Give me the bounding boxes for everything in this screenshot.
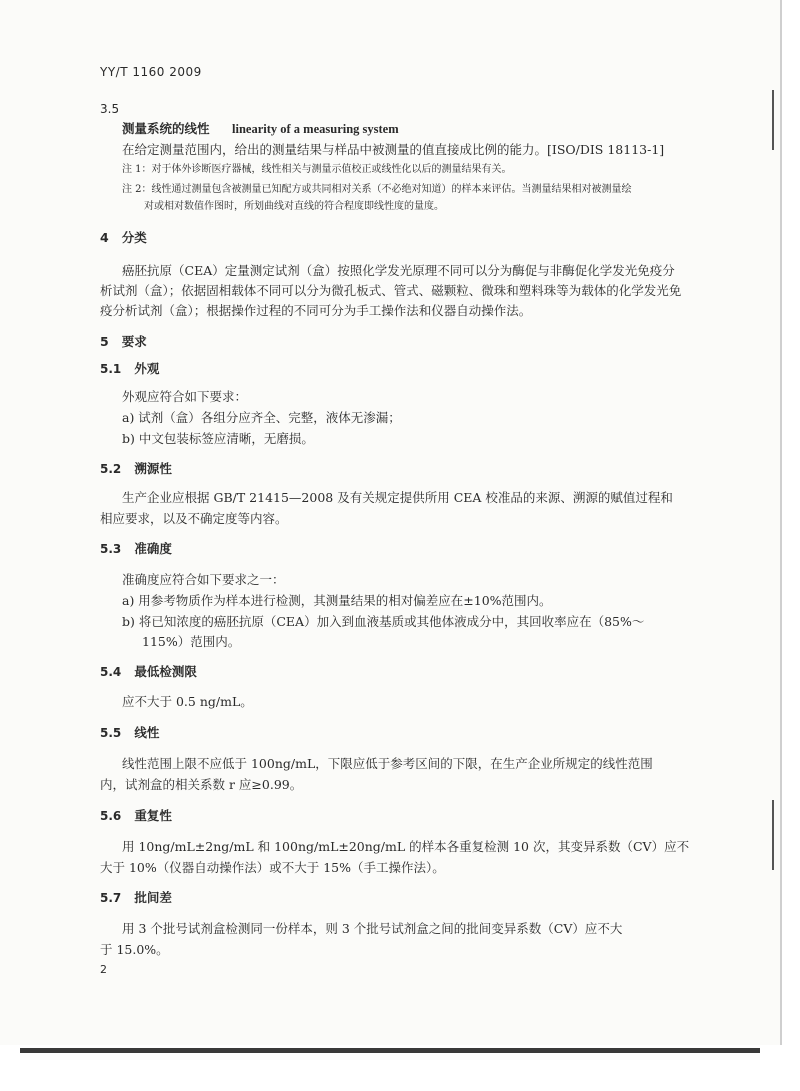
section-number-5-7: 5.7 [100,891,122,905]
section-title-5-2: 溯源性 [134,461,172,476]
section-number-5-4: 5.4 [100,665,122,679]
scan-edge-mark-lower [772,800,774,870]
standard-code-header: YY/T 1160 2009 [100,65,202,79]
section-title-5-1: 外观 [134,361,160,376]
section-5-6-heading [100,808,172,824]
accuracy-item-b-line-2: 115%）范围内。 [142,634,241,649]
repeatability-line-2: 大于 10%（仪器自动操作法）或不大于 15%（手工操作法）。 [100,860,445,875]
batch-difference-line-1: 用 3 个批号试剂盒检测同一份样本，则 3 个批号试剂盒之间的批间变异系数（CV）应不大 [122,921,623,936]
section-5-5-heading [100,725,159,741]
section-5-2-heading [100,461,172,477]
linearity-line-1: 线性范围上限不应低于 100ng/mL，下限应低于参考区间的下限，在生产企业所规定的线性范围 [122,756,653,771]
classification-line-2: 析试剂（盒）；依据固相载体不同可以分为微孔板式、管式、磁颗粒、微珠和塑料珠等为载体的化学发光免 [100,283,682,298]
batch-difference-line-2: 于 15.0%。 [100,942,169,957]
section-title-5-4: 最低检测限 [134,664,197,679]
appearance-item-a: a) 试剂（盒）各组分应齐全、完整，液体无渗漏； [122,410,401,425]
section-5-heading [100,334,147,350]
accuracy-item-b-line-1: b) 将已知浓度的癌胚抗原（CEA）加入到血液基质或其他体液成分中，其回收率应在（85%～ [122,614,645,629]
section-title-5-5: 线性 [134,725,160,740]
accuracy-item-a: a) 用参考物质作为样本进行检测，其测量结果的相对偏差应在±10%范围内。 [122,593,552,608]
section-number-3-5: 3.5 [100,102,120,116]
traceability-line-1: 生产企业应根据 GB/T 21415—2008 及有关规定提供所用 CEA 校准品的来源、溯源的赋值过程和 [122,490,673,505]
detection-limit-text: 应不大于 0.5 ng/mL。 [122,694,253,709]
section-title-5: 要求 [121,334,147,349]
linearity-line-2: 内，试剂盒的相关系数 r 应≥0.99。 [100,777,303,792]
section-number-5-2: 5.2 [100,462,122,476]
section-title-5-7: 批间差 [134,890,172,905]
section-number-5-3: 5.3 [100,542,122,556]
note-2-line-1: 注 2：线性通过测量包含被测量已知配方或共同相对关系（不必绝对知道）的样本来评估。当测量结果相对被测量绘 [122,184,632,195]
term-chinese: 测量系统的线性 [122,121,210,136]
traceability-line-2: 相应要求，以及不确定度等内容。 [100,511,288,526]
term-english: linearity of a measuring system [232,122,399,136]
classification-line-3: 疫分析试剂（盒）；根据操作过程的不同可分为手工操作法和仪器自动操作法。 [100,303,532,318]
section-title-5-6: 重复性 [134,808,172,823]
scan-bottom-edge [20,1048,760,1053]
section-number-5: 5 [100,334,109,349]
page-number: 2 [100,963,107,976]
appearance-item-b: b) 中文包装标签应清晰，无磨损。 [122,431,314,446]
scan-edge-mark [772,90,774,150]
section-5-7-heading [100,890,172,906]
section-number-4: 4 [100,230,109,245]
section-number-5-6: 5.6 [100,809,122,823]
section-number-5-1: 5.1 [100,362,122,376]
note-2-line-2: 对或相对数值作图时，所划曲线对直线的符合程度即线性度的量度。 [144,201,444,212]
section-title-5-3: 准确度 [134,541,172,556]
section-4-heading [100,230,147,246]
section-title-4: 分类 [121,230,147,245]
accuracy-intro: 准确度应符合如下要求之一： [122,572,285,587]
classification-line-1: 癌胚抗原（CEA）定量测定试剂（盒）按照化学发光原理不同可以分为酶促与非酶促化学发光免疫分 [122,263,675,278]
term-definition: 在给定测量范围内，给出的测量结果与样品中被测量的值直接成比例的能力。[ISO/DIS 18113-1] [122,142,665,157]
repeatability-line-1: 用 10ng/mL±2ng/mL 和 100ng/mL±20ng/mL 的样本各重复检测 10 次，其变异系数（CV）应不 [122,839,690,854]
section-number-5-5: 5.5 [100,726,122,740]
section-5-3-heading [100,541,172,557]
section-5-4-heading [100,664,197,680]
appearance-intro: 外观应符合如下要求： [122,389,248,404]
section-5-1-heading [100,361,159,377]
note-1: 注 1：对于体外诊断医疗器械，线性相关与测量示值校正或线性化以后的测量结果有关。 [122,164,512,175]
